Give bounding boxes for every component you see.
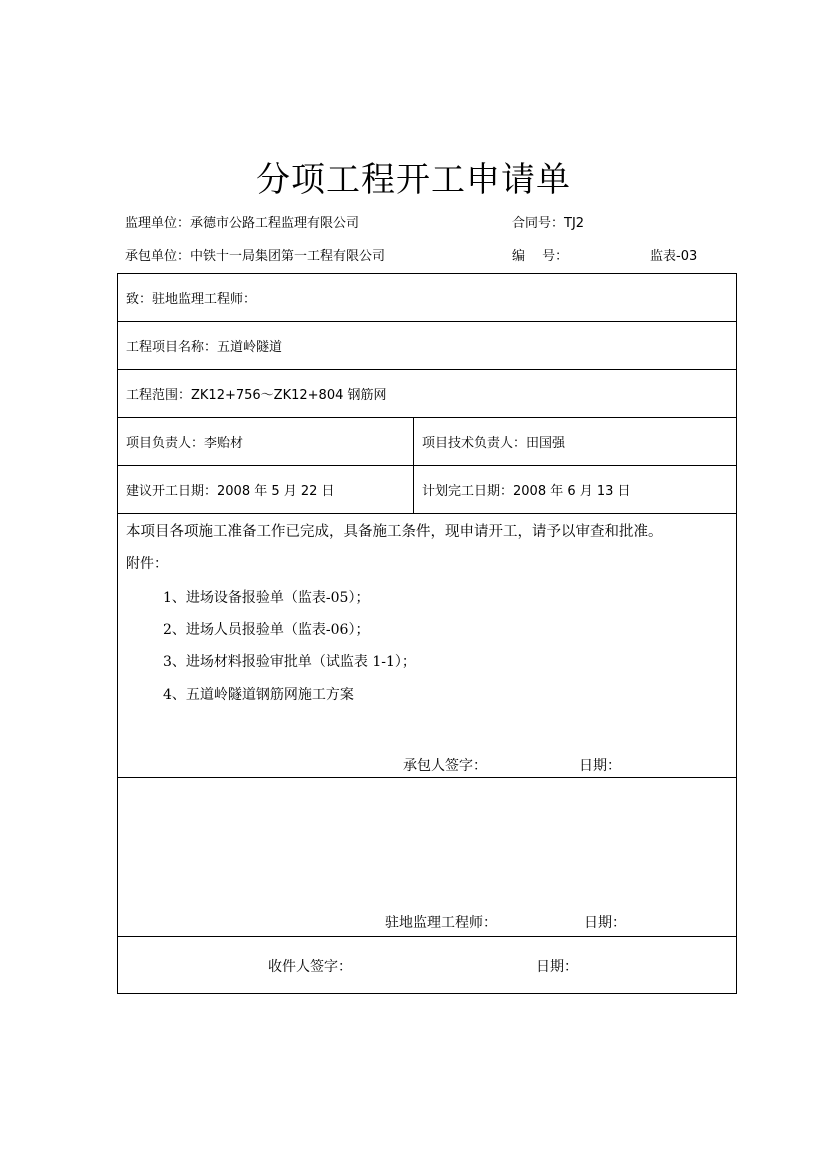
row-dates (118, 466, 737, 514)
row-scope (118, 370, 737, 418)
row-receipt (118, 937, 737, 994)
contractor-signature-label: 承包人签字： (403, 758, 487, 774)
engineer-review-cell (118, 778, 737, 937)
contractor-unit: 承包单位：中铁十一局集团第一工程有限公司 (125, 249, 386, 264)
row-recipient (118, 274, 737, 322)
receipt-cell (118, 937, 737, 994)
planned-finish-cell: 计划完工日期：2008 年 6 月 13 日 (414, 466, 737, 514)
proposed-start-cell: 建议开工日期：2008 年 5 月 22 日 (118, 466, 414, 514)
row-responsible (118, 418, 737, 466)
attachment-item: 1、进场设备报验单（监表-05）； (163, 590, 370, 606)
tech-manager-cell: 项目技术负责人：田国强 (414, 418, 737, 466)
contractor-date-label: 日期： (579, 758, 621, 774)
row-engineer-review (118, 778, 737, 937)
receiver-date-label: 日期： (536, 959, 578, 975)
manager-cell: 项目负责人：李贻材 (118, 418, 414, 466)
contract-number: 合同号：TJ2 (512, 216, 585, 231)
application-body-cell (118, 514, 737, 778)
receiver-signature-label: 收件人签字： (268, 959, 352, 975)
row-application-body (118, 514, 737, 778)
supervisor-unit: 监理单位：承德市公路工程监理有限公司 (125, 216, 360, 231)
row-project-name (118, 322, 737, 370)
form-code: 监表-03 (650, 249, 698, 264)
attachments-label: 附件： (126, 556, 168, 572)
recipient-cell: 致：驻地监理工程师： (118, 274, 737, 322)
engineer-date-label: 日期： (584, 915, 626, 931)
attachment-item: 3、进场材料报验审批单（试监表 1-1）； (163, 654, 416, 670)
application-form-table (117, 273, 737, 994)
serial-number-label: 编 号： (512, 249, 569, 264)
attachment-item: 2、进场人员报验单（监表-06）； (163, 622, 370, 638)
project-name-cell: 工程项目名称：五道岭隧道 (118, 322, 737, 370)
scope-cell: 工程范围：ZK12+756～ZK12+804 钢筋网 (118, 370, 737, 418)
application-statement: 本项目各项施工准备工作已完成，具备施工条件，现申请开工，请予以审查和批准。 (126, 524, 663, 540)
engineer-signature-label: 驻地监理工程师： (385, 915, 497, 931)
page-title: 分项工程开工申请单 (256, 160, 571, 200)
attachment-item: 4、五道岭隧道钢筋网施工方案 (163, 687, 354, 703)
